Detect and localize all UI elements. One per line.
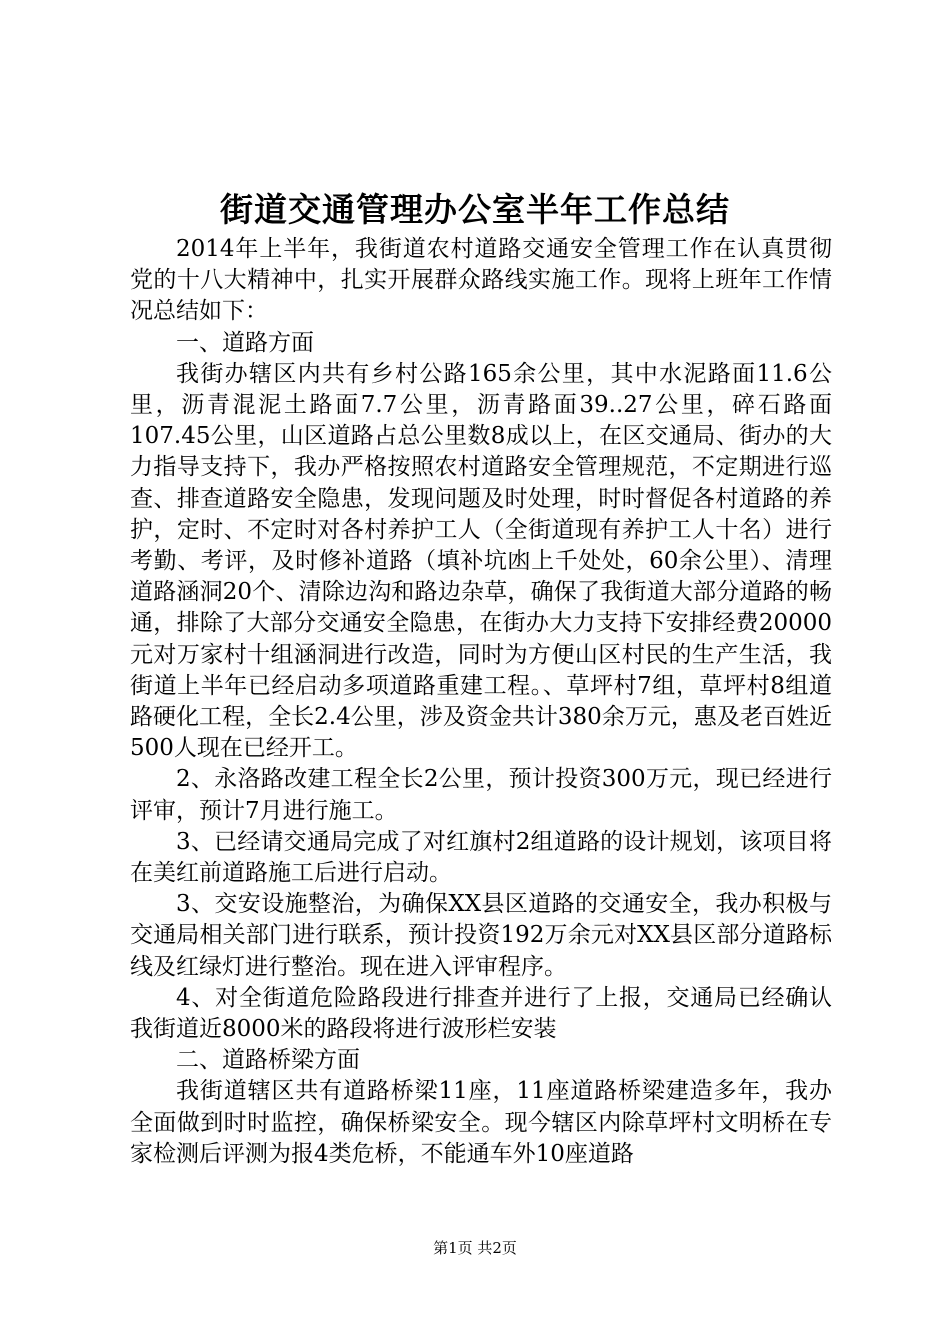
intro-paragraph: 2014年上半年，我街道农村道路交通安全管理工作在认真贯彻党的十八大精神中，扎实开展群众路线实施工作。现将上班年工作情况总结如下： (130, 236, 832, 325)
section-heading-bridges: 二、道路桥梁方面 (176, 1047, 360, 1074)
item-paragraph-2: 2、永洛路改建工程全长2公里，预计投资300万元，现已经进行评审，预计7月进行施工。 (130, 766, 832, 824)
document-title: 街道交通管理办公室半年工作总结 (220, 190, 730, 229)
section-heading-roads: 一、道路方面 (176, 329, 314, 356)
roads-paragraph: 我街办辖区内共有乡村公路165余公里，其中水泥路面11.6公里，沥青混泥土路面7.7公里，沥青路面39..27公里，碎石路面107.45公里，山区道路占总公里数8成以上，在区交通局、街办的大力指导支持下，我办严格按照农村道路安全管理规范，不定期进行巡查、排查道路安全隐患，发现问题及时处理，时时督促各村道路的养护，定时、不定时对各村养护工人（全街道现有养护工人十名）进行考勤、考评，及时修补道路（填补坑凼上千处处，60余公里）、清理道路涵洞20个、清除边沟和路边杂草，确保了我街道大部分道路的畅通，排除了大部分交通安全隐患，在街办大力支持下安排经费20000元对万家村十组涵洞进行改造，同时为方便山区村民的生产生活，我街道上半年已经启动多项道路重建工程。、草坪村7组，草坪村8组道路硬化工程，全长2.4公里，涉及资金共计380余万元，惠及老百姓近500人现在已经开工。 (130, 360, 832, 762)
item-paragraph-4: 4、对全街道危险路段进行排查并进行了上报，交通局已经确认我街道近8000米的路段将进行波形栏安装 (130, 984, 832, 1043)
document-body (130, 234, 832, 1170)
item-paragraph-3a: 3、已经请交通局完成了对红旗村2组道路的设计规划，该项目将在美红前道路施工后进行启动。 (130, 828, 832, 887)
page-indicator: 第1页 共2页 (433, 1239, 517, 1257)
bridges-paragraph: 我街道辖区共有道路桥梁11座，11座道路桥梁建造多年，我办全面做到时时监控，确保桥梁安全。现今辖区内除草坪村文明桥在专家检测后评测为报4类危桥，不能通车外10座道路 (130, 1078, 832, 1167)
item-paragraph-3b: 3、交安设施整治，为确保XX县区道路的交通安全，我办积极与交通局相关部门进行联系，预计投资192万余元对XX县区部分道路标线及红绿灯进行整治。现在进入评审程序。 (130, 891, 832, 980)
